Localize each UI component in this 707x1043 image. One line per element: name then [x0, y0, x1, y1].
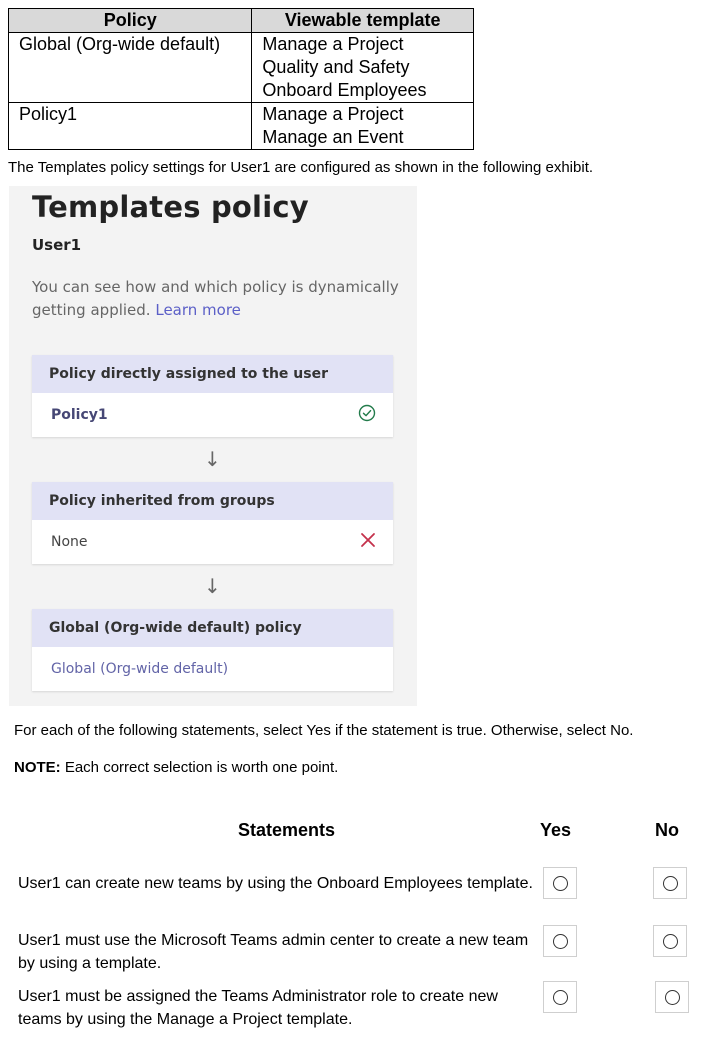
- template-name: Manage a Project: [262, 104, 404, 124]
- statement-1-no-radio[interactable]: [653, 867, 687, 899]
- table-cell-templates: [252, 33, 474, 103]
- description-text: You can see how and which policy is dynamically getting applied.: [32, 278, 399, 319]
- statement-1-yes-radio[interactable]: [543, 867, 577, 899]
- template-name: Onboard Employees: [262, 80, 427, 100]
- statement-2-yes-radio[interactable]: [543, 925, 577, 957]
- radio-icon: [663, 934, 678, 949]
- card-heading: Global (Org-wide default) policy: [32, 609, 393, 647]
- templates-policy-panel: [9, 186, 417, 706]
- table-row: [9, 103, 474, 150]
- card-heading: Policy directly assigned to the user: [32, 355, 393, 393]
- radio-icon: [665, 990, 680, 1005]
- no-header: No: [655, 820, 679, 840]
- yes-header: Yes: [540, 820, 572, 840]
- radio-icon: [553, 990, 568, 1005]
- statement-2-no-radio[interactable]: [653, 925, 687, 957]
- radio-icon: [663, 876, 678, 891]
- table-cell-policy: Policy1: [9, 103, 252, 150]
- statement-3: User1 must be assigned the Teams Administrator role to create new teams by using the Manage a Project template.: [18, 988, 498, 1028]
- policy-table: [8, 8, 474, 150]
- direct-policy-card: [32, 355, 393, 437]
- card-heading: Policy inherited from groups: [32, 482, 393, 520]
- note-text: Each correct selection is worth one point.: [60, 759, 339, 776]
- radio-icon: [553, 876, 568, 891]
- learn-more-link[interactable]: Learn more: [155, 301, 241, 319]
- flow-arrow-icon: ↓: [204, 447, 221, 471]
- table-header-policy: Policy: [9, 9, 252, 33]
- statement-1: User1 can create new teams by using the Onboard Employees template.: [18, 875, 533, 892]
- panel-title: Templates policy: [32, 190, 309, 224]
- template-name: Manage a Project: [262, 34, 404, 54]
- group-policy-value: None: [51, 534, 88, 550]
- table-header-viewable-template: Viewable template: [252, 9, 474, 33]
- statement-3-yes-radio[interactable]: [543, 981, 577, 1013]
- table-row: [9, 33, 474, 103]
- group-policy-card: [32, 482, 393, 564]
- direct-policy-value[interactable]: Policy1: [51, 407, 108, 423]
- global-policy-card: [32, 609, 393, 691]
- template-name: Manage an Event: [262, 127, 404, 147]
- exhibit-caption: The Templates policy settings for User1 are configured as shown in the following exhibit.: [8, 159, 594, 176]
- panel-description: [32, 276, 407, 322]
- flow-arrow-icon: ↓: [204, 574, 221, 598]
- note: [14, 759, 338, 776]
- statement-2: User1 must use the Microsoft Teams admin center to create a new team by using a template.: [18, 932, 529, 972]
- check-circle-icon: [358, 404, 376, 426]
- table-cell-policy: Global (Org-wide default): [9, 33, 252, 103]
- global-policy-value[interactable]: Global (Org-wide default): [51, 661, 229, 677]
- close-icon: [360, 532, 376, 552]
- statements-header: Statements: [238, 820, 336, 840]
- statement-3-no-radio[interactable]: [655, 981, 689, 1013]
- panel-user-name: User1: [32, 236, 82, 254]
- instructions: For each of the following statements, select Yes if the statement is true. Otherwise, select No.: [14, 722, 634, 739]
- table-cell-templates: [252, 103, 474, 150]
- radio-icon: [553, 934, 568, 949]
- template-name: Quality and Safety: [262, 57, 410, 77]
- note-label: NOTE:: [14, 759, 61, 776]
